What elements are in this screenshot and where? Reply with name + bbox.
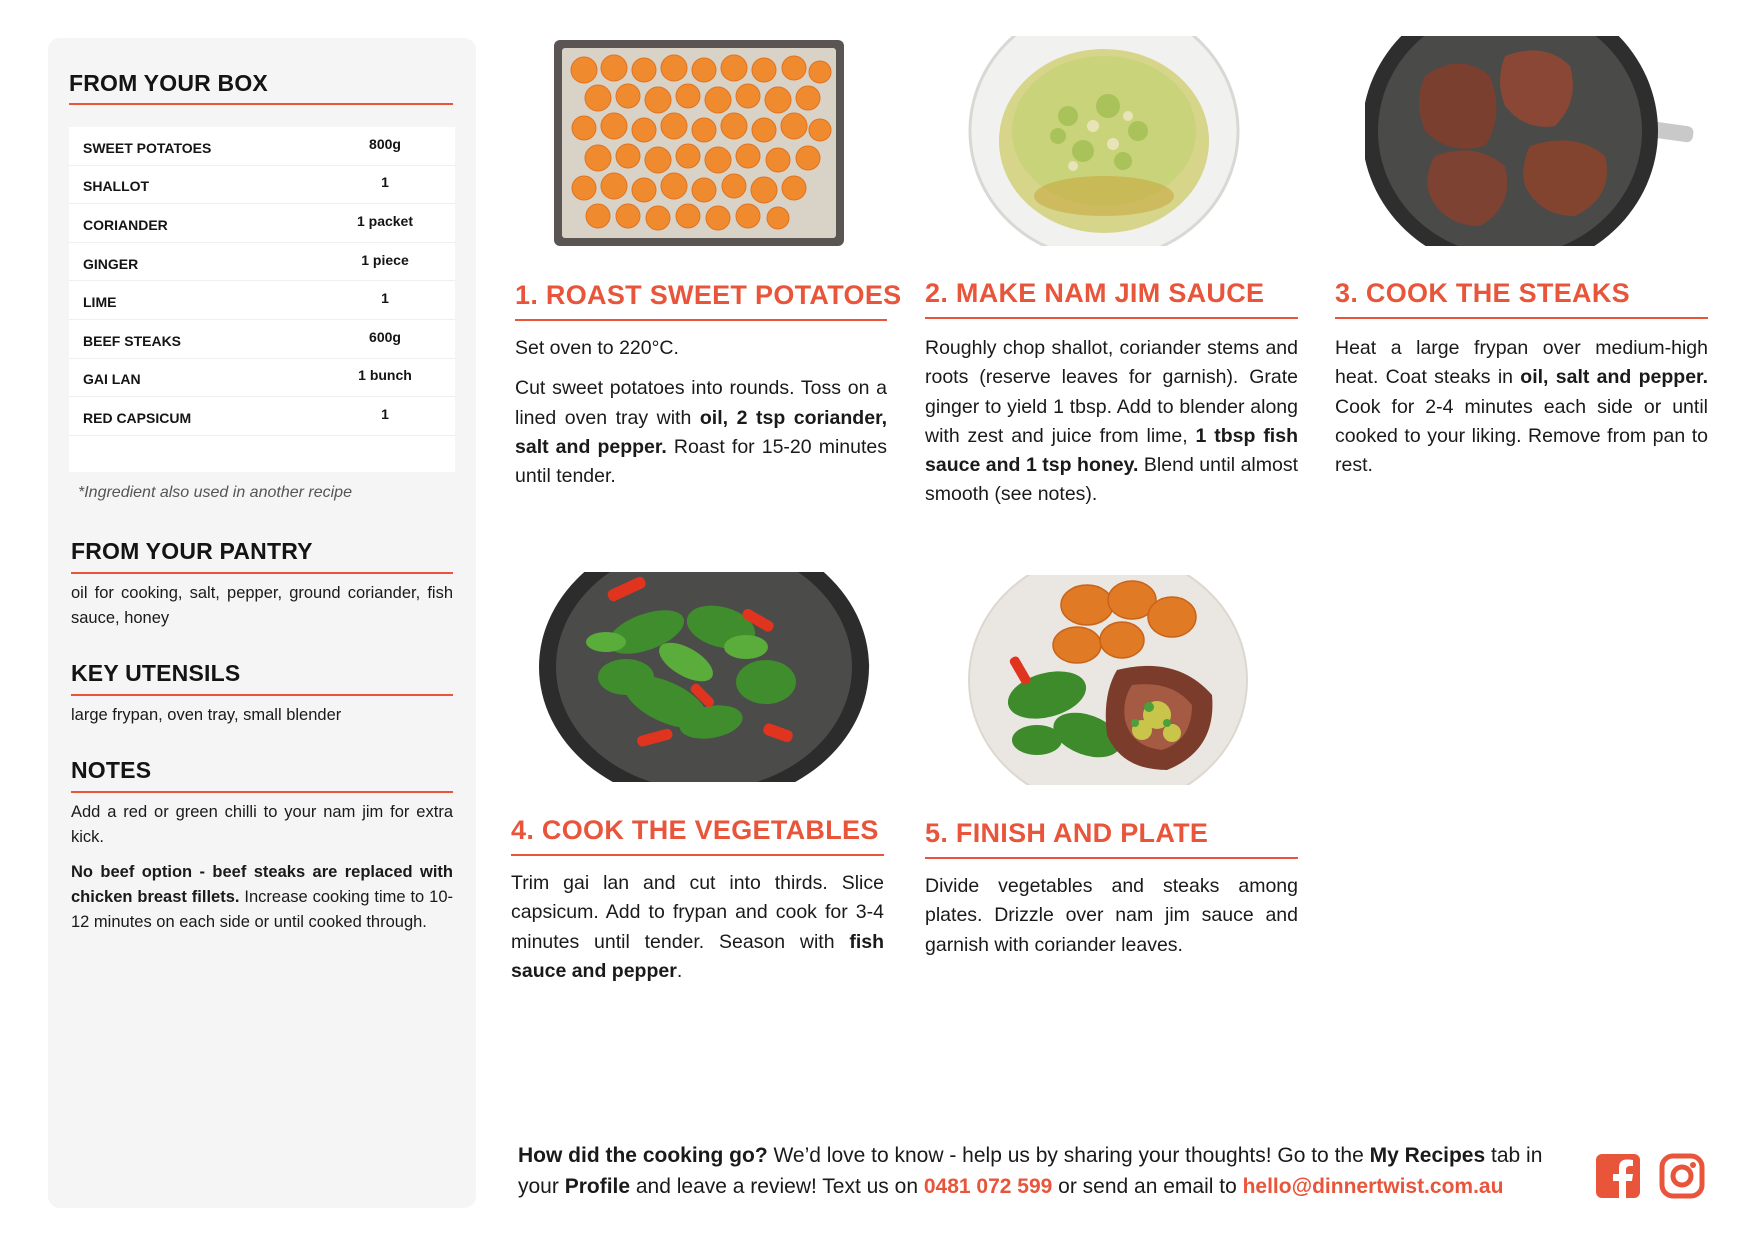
notes-title: NOTES bbox=[71, 757, 152, 783]
ingredient-row-empty bbox=[69, 436, 455, 472]
notes-rest: Increase cooking time to 10-12 minutes on each side or until cooked through. bbox=[71, 888, 453, 931]
notes-rule bbox=[71, 791, 453, 793]
step-1-title: 1. ROAST SWEET POTATOES bbox=[515, 280, 902, 310]
step-2-para bbox=[925, 334, 1298, 510]
ingredient-name: RED CAPSICUM bbox=[83, 409, 192, 426]
step-4-para bbox=[511, 869, 884, 986]
pantry-text: oil for cooking, salt, pepper, ground coriander, fish sauce, honey bbox=[71, 584, 453, 627]
feedback-footer bbox=[518, 1140, 1578, 1202]
photo-roast-sweet-potatoes bbox=[552, 38, 846, 248]
step-4-text bbox=[511, 869, 884, 997]
step-4-rule bbox=[511, 854, 884, 856]
step-1-rule bbox=[515, 319, 887, 321]
ingredient-row bbox=[69, 243, 455, 282]
ingredient-name: BEEF STEAKS bbox=[83, 332, 182, 349]
facebook-icon[interactable] bbox=[1595, 1153, 1641, 1199]
step-4-text-bold: fish sauce and pepper bbox=[511, 930, 884, 982]
step-2-rule bbox=[925, 317, 1298, 319]
ingredient-qty: 1 bbox=[381, 174, 389, 191]
utensils-title: KEY UTENSILS bbox=[71, 660, 241, 686]
footer-profile: Profile bbox=[564, 1175, 631, 1198]
footer-text-2: tab in your bbox=[518, 1144, 1543, 1198]
footer-text-4: or send an email to bbox=[1052, 1175, 1243, 1198]
from-box-rule bbox=[69, 103, 453, 105]
ingredients-table bbox=[69, 127, 455, 472]
step-5-rule bbox=[925, 857, 1298, 859]
ingredient-qty: 1 bunch bbox=[358, 367, 412, 384]
ingredient-name: LIME bbox=[83, 294, 117, 311]
ingredient-name: SWEET POTATOES bbox=[83, 139, 212, 156]
step-1-text-a: Cut sweet potatoes into rounds. Toss on a lined oven tray with bbox=[515, 377, 887, 429]
ingredient-row bbox=[69, 127, 455, 166]
step-3-text-bold: oil, salt and pepper. bbox=[1520, 366, 1708, 389]
footer-text-3: and leave a review! Text us on bbox=[630, 1175, 924, 1198]
step-1-text-c: Roast for 15-20 minutes until tender. bbox=[515, 435, 887, 488]
step-3-rule bbox=[1335, 317, 1708, 319]
step-2-text-bold: 1 tbsp fish sauce and 1 tsp honey. bbox=[925, 424, 1298, 477]
footer-my-recipes: My Recipes bbox=[1369, 1144, 1486, 1167]
ingredient-name: CORIANDER bbox=[83, 216, 168, 233]
step-1-para-2 bbox=[515, 374, 887, 491]
notes-bold: No beef option - beef steaks are replaced with chicken breast fillets. bbox=[71, 863, 453, 906]
photo-cook-steaks bbox=[1365, 36, 1695, 246]
step-3-para bbox=[1335, 334, 1708, 480]
ingredient-row bbox=[69, 204, 455, 243]
step-5-title: 5. FINISH AND PLATE bbox=[925, 818, 1209, 848]
ingredient-row bbox=[69, 166, 455, 205]
step-2-title: 2. MAKE NAM JIM SAUCE bbox=[925, 278, 1265, 308]
step-2-text-a: Roughly chop shallot, coriander stems and roots (reserve leaves for garnish). Grate ginger to yield 1 tbsp. Add to blender along with zest and juice from lime, bbox=[925, 337, 1298, 447]
utensils-rule bbox=[71, 694, 453, 696]
step-4-title: 4. COOK THE VEGETABLES bbox=[511, 815, 879, 845]
pantry-title: FROM YOUR PANTRY bbox=[71, 538, 313, 564]
ingredient-row bbox=[69, 320, 455, 359]
notes-no-beef bbox=[71, 860, 453, 935]
ingredient-row bbox=[69, 359, 455, 398]
step-4-text-c: . bbox=[676, 959, 683, 982]
ingredient-qty: 600g bbox=[369, 328, 401, 345]
step-3-title: 3. COOK THE STEAKS bbox=[1335, 278, 1630, 308]
photo-nam-jim-sauce bbox=[968, 36, 1240, 246]
ingredient-qty: 1 bbox=[381, 290, 389, 307]
ingredient-row bbox=[69, 281, 455, 320]
photo-cook-vegetables bbox=[536, 572, 870, 782]
step-5-text bbox=[925, 872, 1298, 971]
utensils-text: large frypan, oven tray, small blender bbox=[71, 706, 342, 724]
step-3-text bbox=[1335, 334, 1708, 491]
step-1-text bbox=[515, 334, 887, 502]
step-4-text-a: Trim gai lan and cut into thirds. Slice capsicum. Add to frypan and cook for 3-4 minutes until tender. Season with bbox=[511, 872, 884, 953]
footer-text-1: We’d love to know - help us by sharing your thoughts! Go to the bbox=[767, 1144, 1370, 1167]
ingredient-name: GINGER bbox=[83, 255, 139, 272]
step-1-text-bold: oil, 2 tsp coriander, salt and pepper. bbox=[515, 406, 887, 458]
ingredient-name: SHALLOT bbox=[83, 178, 150, 195]
ingredient-qty: 1 packet bbox=[356, 212, 414, 229]
from-box-title: FROM YOUR BOX bbox=[69, 70, 268, 96]
ingredient-name: GAI LAN bbox=[83, 371, 141, 388]
footer-phone-link[interactable]: 0481 072 599 bbox=[923, 1175, 1053, 1198]
ingredient-qty: 800g bbox=[369, 135, 401, 152]
footer-question: How did the cooking go? bbox=[518, 1144, 768, 1167]
step-2-text-c: Blend until almost smooth (see notes). bbox=[925, 454, 1298, 506]
ingredient-row bbox=[69, 397, 455, 436]
ingredient-qty: 1 bbox=[381, 405, 389, 422]
notes-text: Add a red or green chilli to your nam jim for extra kick. bbox=[71, 803, 453, 846]
pantry-rule bbox=[71, 572, 453, 574]
step-3-text-c: Cook for 2-4 minutes each side or until cooked to your liking. Remove from pan to rest. bbox=[1335, 395, 1708, 477]
step-3-text-a: Heat a large frypan over medium-high heat. Coat steaks in bbox=[1335, 337, 1708, 389]
instagram-icon[interactable] bbox=[1659, 1153, 1705, 1199]
step-1-para-1: Set oven to 220°C. bbox=[515, 337, 679, 359]
step-5-para: Divide vegetables and steaks among plates. Drizzle over nam jim sauce and garnish with coriander leaves. bbox=[925, 875, 1298, 956]
footer-email-link[interactable]: hello@dinnertwist.com.au bbox=[1242, 1175, 1504, 1198]
ingredient-note: *Ingredient also used in another recipe bbox=[78, 484, 352, 501]
step-2-text bbox=[925, 334, 1298, 521]
photo-finish-and-plate bbox=[967, 575, 1249, 785]
ingredient-qty: 1 piece bbox=[361, 251, 409, 268]
